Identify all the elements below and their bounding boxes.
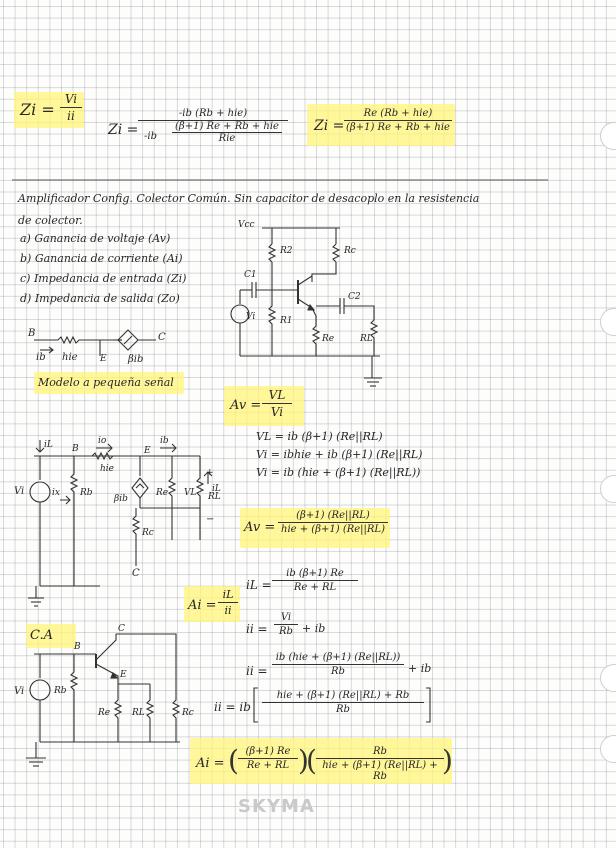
paren-close-2: ) xyxy=(442,744,453,777)
mid-label-plus: + xyxy=(206,468,214,478)
small-signal-model xyxy=(34,330,156,356)
mid-label-b: B xyxy=(72,444,79,454)
zi-expr-num: -ib (Rb + hie) xyxy=(138,108,288,121)
ss-caption: Modelo a pequeña señal xyxy=(38,376,174,389)
mid-label-e: E xyxy=(144,446,151,456)
zi-expr-lhs: Zi = xyxy=(108,122,139,138)
problem-item-c: c) Impedancia de entrada (Zi) xyxy=(20,272,187,285)
ai-ii3-fraction xyxy=(262,690,424,715)
ai-ii2-lhs: ii = xyxy=(246,664,268,678)
zi-def-den: ii xyxy=(67,109,75,123)
ai-il-num: ib (β+1) Re xyxy=(272,568,358,581)
ss-label-c: C xyxy=(158,332,166,343)
mid-label-bib: βib xyxy=(114,494,128,504)
ai-def-num: iL xyxy=(218,588,238,603)
label-c1: C1 xyxy=(244,270,257,280)
zi-result-num: Re (Rb + hie) xyxy=(344,108,452,121)
mid-label-re: Re xyxy=(156,488,169,498)
problem-statement-line2: de colector. xyxy=(18,214,83,227)
mid-label-rb: Rb xyxy=(80,488,93,498)
av-result-lhs: Av = xyxy=(244,520,276,535)
ca-label-rl: RL xyxy=(132,708,145,718)
av-line3: Vi = ib (hie + (β+1) (Re||RL)) xyxy=(256,466,421,479)
zi-result-lhs: Zi = xyxy=(314,118,345,134)
mid-label-rc: Rc xyxy=(142,528,154,538)
label-re-top: Re xyxy=(322,334,335,344)
ca-label-vi: Vi xyxy=(14,686,25,697)
circuit-top-wiring xyxy=(231,228,382,386)
problem-item-d: d) Impedancia de salida (Zo) xyxy=(20,292,180,305)
zi-def-num: Vi xyxy=(60,92,82,108)
ai-ii1-tail: + ib xyxy=(302,622,326,635)
mid-label-ib: ib xyxy=(160,436,169,446)
problem-item-b: b) Ganancia de corriente (Ai) xyxy=(20,252,183,265)
circuit-bottom-wiring xyxy=(26,634,180,766)
mid-label-io: io xyxy=(98,436,107,446)
label-rl-top: RL xyxy=(360,334,373,344)
ai-def-den: ii xyxy=(224,604,232,617)
av-def-num: VL xyxy=(262,388,292,404)
zi-expr-den-inner-den: Rie xyxy=(218,133,236,144)
ai-ii1-fraction xyxy=(274,612,298,637)
ss-label-e: E xyxy=(100,354,107,364)
mid-label-il: iL xyxy=(44,440,53,450)
problem-statement-line1: Amplificador Config. Colector Común. Sin capacitor de desacoplo en la resistencia xyxy=(18,192,480,205)
ca-label-rb: Rb xyxy=(54,686,67,696)
ai-il-lhs: iL = xyxy=(246,578,272,592)
zi-expr-den-inner-num: (β+1) Re + Rb + hie xyxy=(172,121,282,133)
ai-result-lhs: Ai = xyxy=(196,756,225,771)
mid-label-hie: hie xyxy=(100,464,115,474)
ai-def-fraction xyxy=(218,588,238,617)
ai-il-den: Re + RL xyxy=(293,582,337,593)
mid-label-c: C xyxy=(132,568,140,579)
ss-label-hie: hie xyxy=(62,352,78,363)
mid-label-il2: iL xyxy=(212,484,221,494)
av-def-lhs: Av = xyxy=(230,398,262,413)
av-result-fraction xyxy=(278,510,388,535)
ca-label: C.A xyxy=(30,628,54,643)
ca-label-e: E xyxy=(120,670,127,680)
label-r1: R1 xyxy=(280,316,293,326)
ai-result-d2: hie + (β+1) (Re||RL) + Rb xyxy=(322,760,438,782)
ss-label-bib: βib xyxy=(128,354,144,365)
zi-def-lhs: Zi = xyxy=(20,100,55,119)
paren-open-2: ( xyxy=(306,744,317,777)
label-vcc: Vcc xyxy=(238,220,255,230)
ca-label-c: C xyxy=(118,624,125,634)
ai-result-n1: (β+1) Re xyxy=(238,746,298,759)
av-line2: Vi = ibhie + ib (β+1) (Re||RL) xyxy=(256,448,423,461)
ai-ii1-num: Vi xyxy=(274,612,298,625)
ai-il-fraction xyxy=(272,568,358,593)
ss-label-b: B xyxy=(28,328,36,339)
paren-open-1: ( xyxy=(228,744,239,777)
ai-ii2-den: Rb xyxy=(331,666,345,677)
mid-label-vi: Vi xyxy=(14,486,25,497)
ai-result-frac1 xyxy=(238,746,298,771)
mid-label-ix: ix xyxy=(52,488,60,498)
ca-label-rc: Rc xyxy=(182,708,194,718)
ai-def-lhs: Ai = xyxy=(188,598,217,613)
ai-ii3-lhs: ii = ib xyxy=(214,700,251,714)
label-c2: C2 xyxy=(348,292,361,302)
av-def-fraction xyxy=(262,388,292,419)
ai-ii1-lhs: ii = xyxy=(246,622,268,636)
ai-result-n2: Rb xyxy=(316,746,444,759)
ai-ii2-num: ib (hie + (β+1) (Re||RL)) xyxy=(272,652,404,665)
av-result-num: (β+1) (Re||RL) xyxy=(278,510,388,523)
ss-label-ib: ib xyxy=(36,352,46,363)
mid-label-vl: VL xyxy=(184,488,197,498)
mid-label-rl: RL xyxy=(208,492,221,502)
av-line1: VL = ib (β+1) (Re||RL) xyxy=(256,430,383,443)
ai-ii3-num: hie + (β+1) (Re||RL) + Rb xyxy=(262,690,424,703)
watermark-logo: SKYMA xyxy=(238,796,315,817)
ai-result-d1: Re + RL xyxy=(246,760,290,771)
bracket-left xyxy=(254,688,258,722)
label-r2: R2 xyxy=(280,246,293,256)
av-def-den: Vi xyxy=(270,405,284,419)
ai-ii1-den: Rb xyxy=(279,626,293,637)
ai-ii3-den: Rb xyxy=(336,704,350,715)
label-vi-top: Vi xyxy=(246,312,256,322)
label-rc: Rc xyxy=(344,246,356,256)
mid-label-minus: − xyxy=(206,514,215,525)
ai-ii2-tail: + ib xyxy=(408,662,432,675)
ca-label-re: Re xyxy=(98,708,111,718)
zi-expr-den-left: -ib xyxy=(144,131,157,142)
zi-result-den: (β+1) Re + Rb + hie xyxy=(346,122,450,133)
bracket-right xyxy=(426,688,430,722)
paren-close-1: ) xyxy=(298,744,309,777)
ai-result-frac2 xyxy=(316,746,444,782)
problem-item-a: a) Ganancia de voltaje (Av) xyxy=(20,232,171,245)
av-result-den: hie + (β+1) (Re||RL) xyxy=(281,524,385,535)
ai-ii2-fraction xyxy=(272,652,404,677)
ca-label-b: B xyxy=(74,642,81,652)
